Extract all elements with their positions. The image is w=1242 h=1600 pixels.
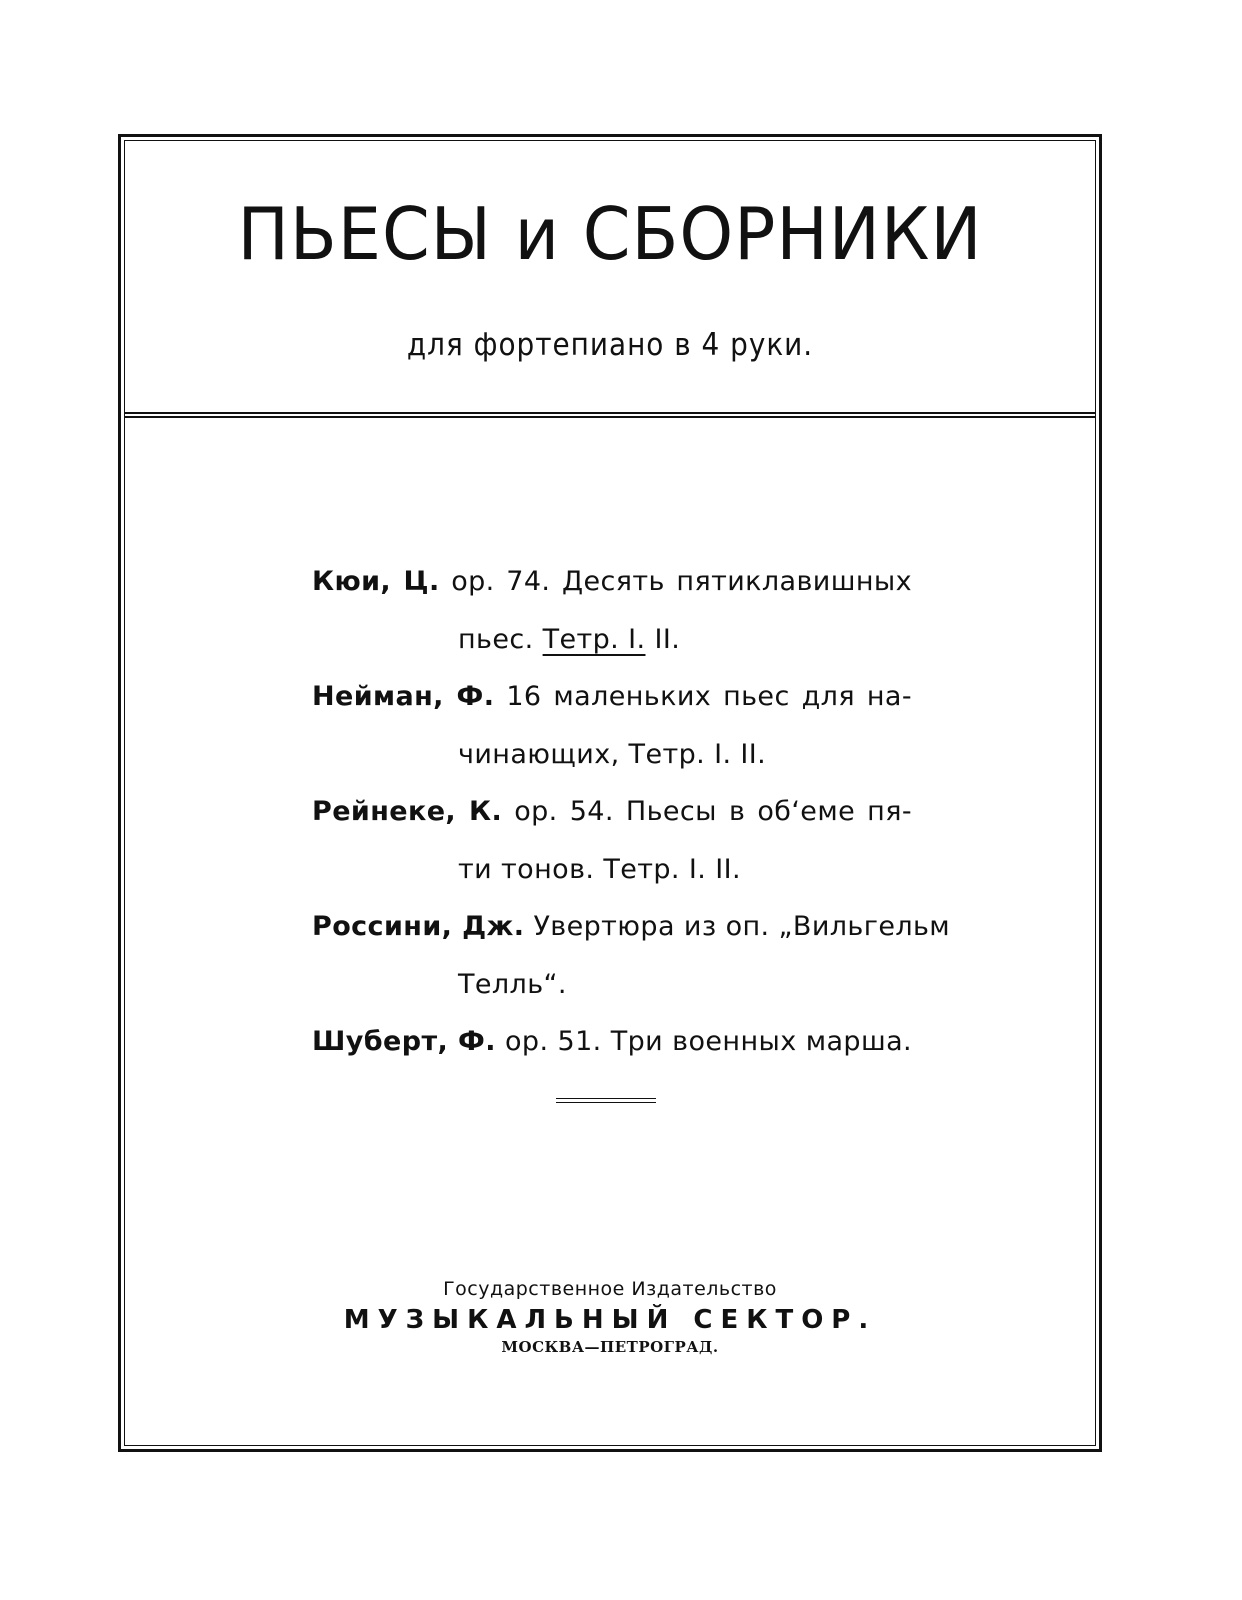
publisher-name: Государственное Издательство: [443, 1278, 777, 1300]
composer-name: Шуберт, Ф.: [312, 1026, 496, 1057]
entry-text: II.: [645, 623, 681, 655]
composer-name: Рейнеке, К.: [312, 796, 503, 827]
catalog-entry-continuation: [312, 965, 912, 1023]
publisher-cities: МОСКВА—ПЕТРОГРАД.: [501, 1338, 719, 1356]
end-double-rule: [556, 1098, 656, 1103]
catalog-entry-continuation: [312, 620, 912, 678]
entry-text: ти тонов. Тетр. I. II.: [458, 853, 741, 885]
entry-text: чинающих, Тетр. I. II.: [458, 738, 767, 770]
catalog-entry-line: [312, 677, 912, 735]
publisher-sector: МУЗЫКАЛЬНЫЙ СЕКТОР.: [343, 1305, 877, 1335]
catalog-entry-continuation: [312, 850, 912, 908]
entry-text: Увертюра из оп. „Вильгельм: [533, 911, 951, 942]
page-title: ПЬЕСЫ и СБОРНИКИ: [237, 192, 983, 276]
entry-text: Телль“.: [458, 968, 567, 1000]
catalog-entry-line: [312, 1022, 912, 1080]
composer-name: Кюи, Ц.: [312, 566, 440, 597]
header-double-rule: [124, 412, 1096, 418]
composer-name: Нейман, Ф.: [312, 681, 495, 712]
entry-text: 16 маленьких пьес для на-: [506, 681, 913, 712]
page-subtitle: для фортепиано в 4 руки.: [406, 327, 814, 363]
entry-text: ор. 74. Десять пятиклавишных: [451, 566, 912, 597]
entry-text: ор. 51. Три военных марша.: [504, 1026, 912, 1057]
catalog-entry-line: [312, 907, 951, 965]
catalog-entry-line: [312, 792, 912, 850]
catalog-entry-continuation: [312, 735, 912, 793]
entry-text: пьес.: [458, 623, 543, 655]
entry-text: ор. 54. Пьесы в об‘еме пя-: [514, 796, 913, 827]
entry-text-underlined: Тетр. I.: [542, 623, 646, 655]
composer-name: Россини, Дж.: [312, 911, 525, 942]
catalog-entry-line: [312, 562, 912, 620]
catalog-list: [312, 562, 951, 1080]
